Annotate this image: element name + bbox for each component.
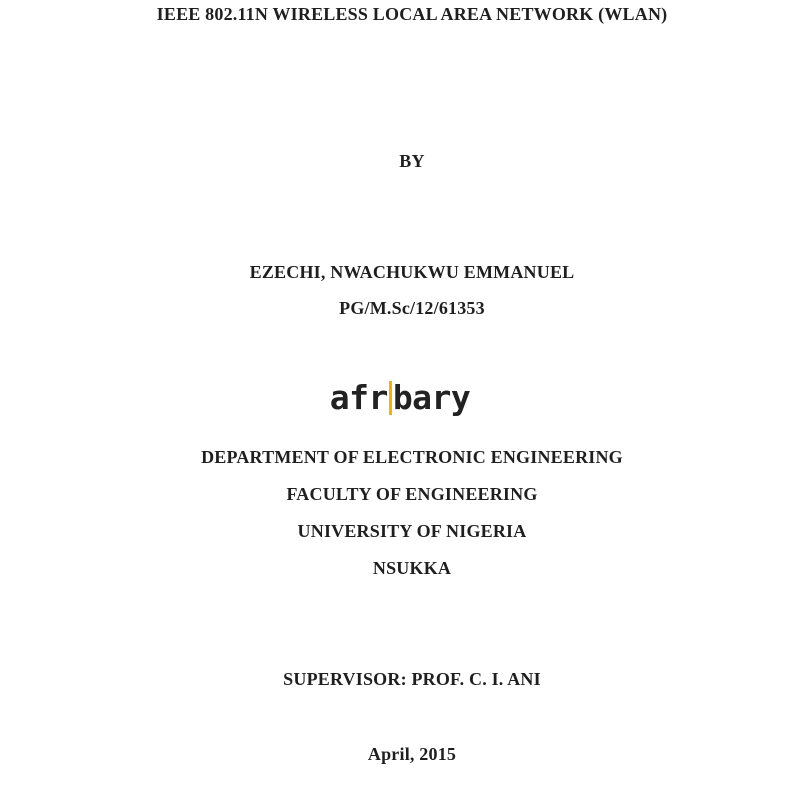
submission-date: April, 2015: [367, 744, 457, 764]
faculty-name: FACULTY OF ENGINEERING: [286, 484, 538, 504]
department-name: DEPARTMENT OF ELECTRONIC ENGINEERING: [201, 447, 623, 467]
watermark-accent-bar: [389, 381, 392, 415]
thesis-title: IEEE 802.11N WIRELESS LOCAL AREA NETWORK (WLAN): [156, 4, 668, 24]
supervisor-line: SUPERVISOR: PROF. C. I. ANI: [283, 669, 541, 689]
town-name: NSUKKA: [372, 558, 452, 578]
afribary-watermark-logo: [0, 378, 800, 417]
author-name: EZECHI, NWACHUKWU EMMANUEL: [249, 262, 575, 282]
watermark-text-left: afr: [329, 378, 388, 417]
registration-number: PG/M.Sc/12/61353: [339, 298, 485, 318]
by-label: BY: [399, 151, 425, 171]
watermark-text-right: bary: [392, 378, 471, 417]
university-name: UNIVERSITY OF NIGERIA: [297, 521, 527, 541]
